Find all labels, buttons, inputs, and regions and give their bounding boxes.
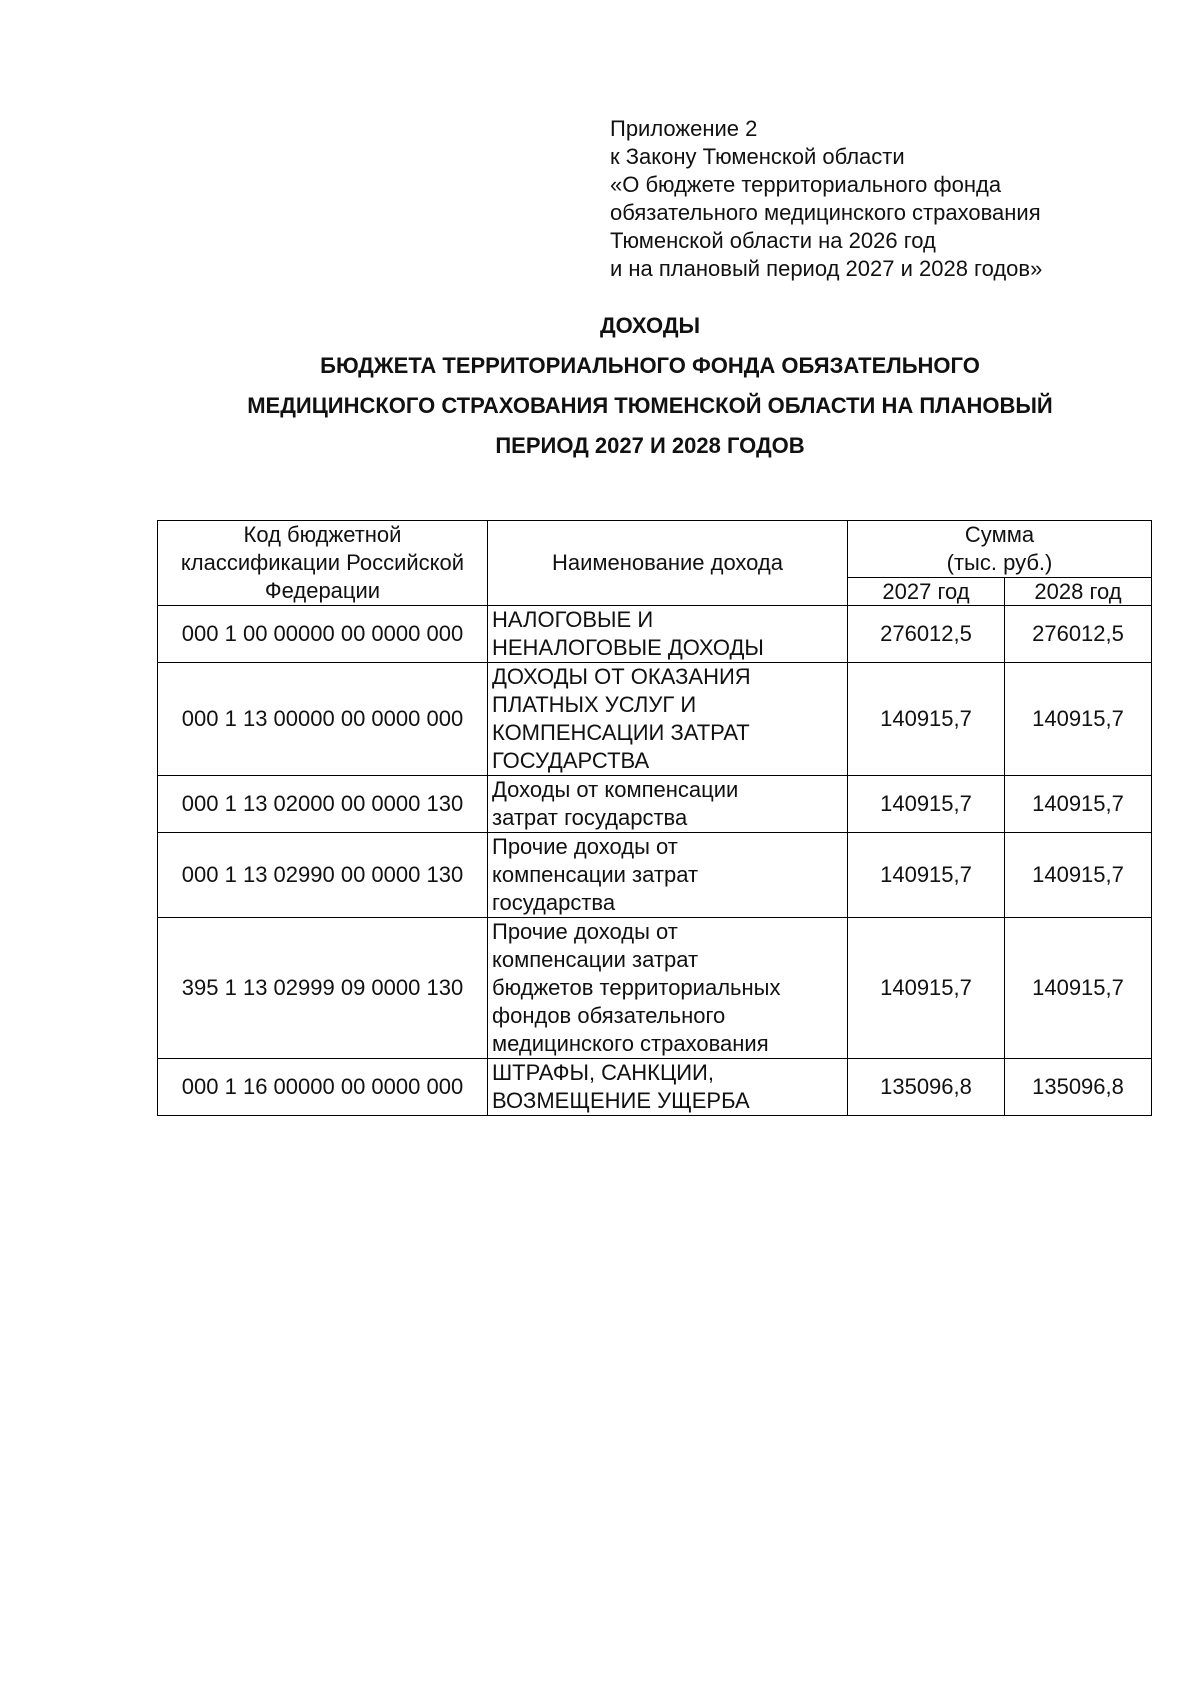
header-name: Наименование дохода — [488, 521, 848, 606]
row-code: 000 1 00 00000 00 0000 000 — [158, 606, 488, 663]
row-value-2028: 140915,7 — [1005, 918, 1152, 1059]
row-value-2028: 140915,7 — [1005, 663, 1152, 776]
table-row — [158, 833, 1152, 918]
row-name: Прочие доходы от компенсации затрат бюджетов территориальных фондов обязательного медицинского страхования — [488, 918, 848, 1059]
appendix-line: Тюменской области на 2026 год — [610, 228, 936, 253]
row-name: Доходы от компенсации затрат государства — [488, 776, 848, 833]
appendix-line: «О бюджете территориального фонда — [610, 172, 1002, 197]
table-row — [158, 1059, 1152, 1116]
row-value-2028: 135096,8 — [1005, 1059, 1152, 1116]
appendix-line: обязательного медицинского страхования — [610, 200, 1041, 225]
appendix-note — [610, 115, 1042, 283]
row-code: 000 1 16 00000 00 0000 000 — [158, 1059, 488, 1116]
row-value-2028: 140915,7 — [1005, 776, 1152, 833]
row-value-2027: 276012,5 — [848, 606, 1005, 663]
table-row — [158, 606, 1152, 663]
row-name: ШТРАФЫ, САНКЦИИ, ВОЗМЕЩЕНИЕ УЩЕРБА — [488, 1059, 848, 1116]
row-name: ДОХОДЫ ОТ ОКАЗАНИЯ ПЛАТНЫХ УСЛУГ И КОМПЕНСАЦИИ ЗАТРАТ ГОСУДАРСТВА — [488, 663, 848, 776]
appendix-line: к Закону Тюменской области — [610, 144, 905, 169]
table-row — [158, 663, 1152, 776]
row-code: 395 1 13 02999 09 0000 130 — [158, 918, 488, 1059]
row-name: Прочие доходы от компенсации затрат государства — [488, 833, 848, 918]
title-line: ПЕРИОД 2027 И 2028 ГОДОВ — [495, 433, 805, 458]
row-code: 000 1 13 00000 00 0000 000 — [158, 663, 488, 776]
title-line: ДОХОДЫ — [599, 313, 701, 338]
row-code: 000 1 13 02990 00 0000 130 — [158, 833, 488, 918]
table-header-row — [158, 521, 1152, 578]
income-table — [157, 520, 1152, 1116]
header-year-2027: 2027 год — [848, 578, 1005, 606]
row-value-2028: 140915,7 — [1005, 833, 1152, 918]
table-row — [158, 918, 1152, 1059]
appendix-line: Приложение 2 — [610, 116, 758, 141]
row-value-2027: 140915,7 — [848, 776, 1005, 833]
title-line: МЕДИЦИНСКОГО СТРАХОВАНИЯ ТЮМЕНСКОЙ ОБЛАСТИ НА ПЛАНОВЫЙ — [247, 393, 1053, 418]
header-code: Код бюджетной классификации Российской Федерации — [158, 521, 488, 606]
table-row — [158, 776, 1152, 833]
header-sum: Сумма (тыс. руб.) — [848, 521, 1152, 578]
row-value-2027: 140915,7 — [848, 663, 1005, 776]
row-value-2027: 140915,7 — [848, 833, 1005, 918]
header-year-2028: 2028 год — [1005, 578, 1152, 606]
title-line: БЮДЖЕТА ТЕРРИТОРИАЛЬНОГО ФОНДА ОБЯЗАТЕЛЬНОГО — [320, 353, 980, 378]
document-title — [150, 306, 1150, 466]
appendix-line: и на плановый период 2027 и 2028 годов» — [610, 256, 1043, 281]
row-value-2028: 276012,5 — [1005, 606, 1152, 663]
row-value-2027: 135096,8 — [848, 1059, 1005, 1116]
row-code: 000 1 13 02000 00 0000 130 — [158, 776, 488, 833]
row-name: НАЛОГОВЫЕ И НЕНАЛОГОВЫЕ ДОХОДЫ — [488, 606, 848, 663]
row-value-2027: 140915,7 — [848, 918, 1005, 1059]
